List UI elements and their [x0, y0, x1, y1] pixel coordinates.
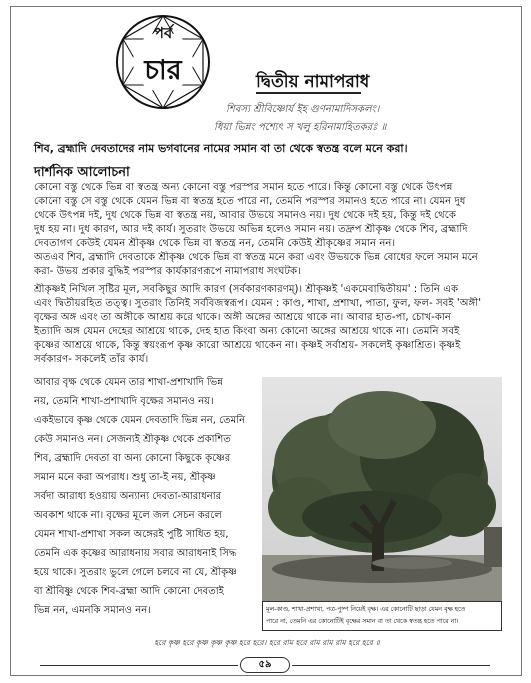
- mantra-footer: হরে কৃষ্ণ হরে কৃষ্ণ কৃষ্ণ কৃষ্ণ হরে হরে। হরে রাম হরে রাম রাম রাম হরে হরে ॥: [154, 638, 380, 647]
- column-line: অবকাশ থাকে না। বৃক্ষের মূলে জল সেচন করলে: [34, 510, 222, 521]
- paragraph-line: ইত্যাদি অঙ্গ যেমন দেহের আশ্রয়ে থাকে, দেহ হাত কিংবা অন্য কোনো অঙ্গের আশ্রয়ে থাকে না। তেমনি সবই: [34, 326, 460, 337]
- column-line: ভিন্ন নন, এমনকি সমানও নন।: [34, 605, 151, 616]
- chapter-number: চার: [144, 55, 182, 86]
- chapter-label: পর্ব: [153, 24, 173, 42]
- paragraph-line: অতএব শিব, ব্রহ্মাদি দেবতাকে শ্রীকৃষ্ণ থেকে ভিন্ন বা স্বতন্ত্র মনে করা এবং উভয়কে ভিন্ন বোধের ফলে সমান মনে: [34, 252, 478, 263]
- paragraph-line: শ্রীকৃষ্ণই নিখিল সৃষ্টির মূল, সবকিছুর আদি কারণ (সর্বকারণকারণম্)। শ্রীকৃষ্ণই 'একমেবাদ্বিতীয়ম' : তিনি এক: [34, 284, 459, 295]
- paragraph-line: কোনো বস্তু সে বস্তু থেকে যেমন ভিন্ন বা স্বতন্ত্র হতে পারে না, তেমনি পরস্পর সমানও হতে পারে না। যেমন দুধ: [34, 196, 466, 207]
- paragraph-line: সর্বকারণ- সকলেই তাঁর কার্য।: [34, 354, 149, 365]
- column-line: আবার বৃক্ষ থেকে যেমন তার শাখা-প্রশাখাদি ভিন্ন: [34, 377, 223, 388]
- paragraph-line: থেকে উৎপন্ন দই, দুধ থেকে ভিন্ন বা স্বতন্ত্র নয়, আবার উভয়ে সমানও নয়। দুধ থেকে দই হয়, কিন্তু দই থেকে: [34, 210, 456, 221]
- page-number: ৫৯: [240, 657, 290, 673]
- photo-caption: [262, 601, 502, 631]
- paragraph-line: এবং দ্বিতীয়রহিত তত্ত্ব। সুতরাং তিনিই সর্ববিজস্বরূপ। যেমন : কাণ্ড, শাখা, প্রশাখা, পাতা, ফুল, ফল- সবই 'অঙ্গী': [34, 298, 481, 309]
- caption-line: মূল-কাণ্ড, শাখা-প্রশাখা, পত্র-পুষ্প নিয়েই বৃক্ষ। এর কোনোটি ছাড়া যেমন বৃক্ষ হতে: [266, 606, 466, 613]
- title-underline: [256, 92, 361, 94]
- column-line: হয়ে থাকে। সুতরাং ভুলে গেলে চলবে না যে, শ্রীকৃষ্ণ: [34, 567, 237, 578]
- column-line: সর্বদা আরাধ্য হওয়ায় অন্যান্য দেবতা-আরাধনার: [34, 491, 222, 502]
- caption-line: পারে না, তেমনি এর কোনোটিই বৃক্ষের সমান বা তা থেকে স্বতন্ত্র হতে পারে না।: [266, 618, 459, 625]
- mango-tree-photo: [262, 377, 502, 601]
- column-line: যেমন শাখা-প্রশাখা সকল অঙ্গেরই পুষ্টি সাধিত হয়,: [34, 529, 229, 540]
- paragraph-line: কৃষ্ণের আশ্রয়ে থাকে, কিন্তু স্বয়ংরূপ কৃষ্ণ কারো আশ্রয়ে থাকেন না। কৃষ্ণই সর্বাশ্রয়- সকলেই কৃষ্ণাশ্রিত। কৃষ্ণই: [34, 340, 461, 351]
- section-heading: দার্শনিক আলোচনা: [34, 165, 130, 180]
- column-line: কেউ সমানও নন। সেজন্যই শ্রীকৃষ্ণ থেকে প্রকাশিত: [34, 434, 231, 445]
- paragraph-line: বৃক্ষের অঙ্গ এবং তা অঙ্গীকে আশ্রয় করে থাকে। অঙ্গী অঙ্গের আশ্রয়ে থাকে না। আবার হাত-পা, চোখ-কান: [34, 312, 451, 323]
- footer-rule: [40, 665, 238, 666]
- paragraph-line: করা- উভয় প্রকার বুদ্ধিই পরস্পর কার্যকারণরূপে নামাপরাধ সংঘটক।: [34, 266, 301, 277]
- offense-statement: শিব, ব্রহ্মাদি দেবতাদের নাম ভগবানের নামের সমান বা তা থেকে স্বতন্ত্র বলে মনে করা।: [34, 142, 408, 155]
- chapter-badge: [104, 10, 222, 114]
- column-line: নয়, তেমনি শাখা-প্রশাখাদি বৃক্ষের সমানও নয়।: [34, 396, 214, 407]
- paragraph-line: দুধ হয় না। দুধ কারণ, আর দই কার্য। সুতরাং উভয়ে অভিন্ন হলেও সমান নয়। তদ্রুপ শ্রীকৃষ্ণ থেকে শিব, ব্রহ্মাদি: [34, 224, 468, 235]
- verse-line: ধিয়া ভিন্নং পশ্যেৎ স খলু হরিনামাহিতকরঃ ॥: [214, 122, 387, 133]
- paragraph-line: দেবতাগণ কেউই যেমন শ্রীকৃষ্ণ থেকে ভিন্ন বা স্বতন্ত্র নন, তেমনি কেউই শ্রীকৃষ্ণের সমান নন।: [34, 238, 396, 249]
- page-title: দ্বিতীয় নামাপরাধ: [256, 72, 370, 92]
- footer-rule: [292, 665, 490, 666]
- column-line: সমান মনে করা অপরাধ। শুধু তা-ই নয়, শ্রীকৃষ্ণ: [34, 472, 216, 483]
- column-line: শিব, ব্রহ্মাদি দেবতা বা অন্য কোনো কিছুকে কৃষ্ণের: [34, 453, 231, 464]
- column-line: তেমনি এক কৃষ্ণের আরাধনায় সবার আরাধনাই সিদ্ধ: [34, 548, 237, 559]
- paragraph-line: কোনো বস্তু থেকে ভিন্ন বা স্বতন্ত্র অন্য কোনো বস্তু পরস্পর সমান হতে পারে। কিন্তু কোনো বস্তু থেকে উৎপন্ন: [34, 182, 453, 193]
- column-line: বা শ্রীবিষ্ণু থেকে শিব-ব্রহ্মা আদি কোনো দেবতাই: [34, 586, 224, 597]
- column-line: একইভাবে কৃষ্ণ থেকে যেমন দেবতাদি ভিন্ন নন, তেমনি: [34, 415, 246, 426]
- verse-line: শিবস্য শ্রীবিষ্ণোর্য ইহ গুণনামাদিসকলং।: [226, 104, 380, 115]
